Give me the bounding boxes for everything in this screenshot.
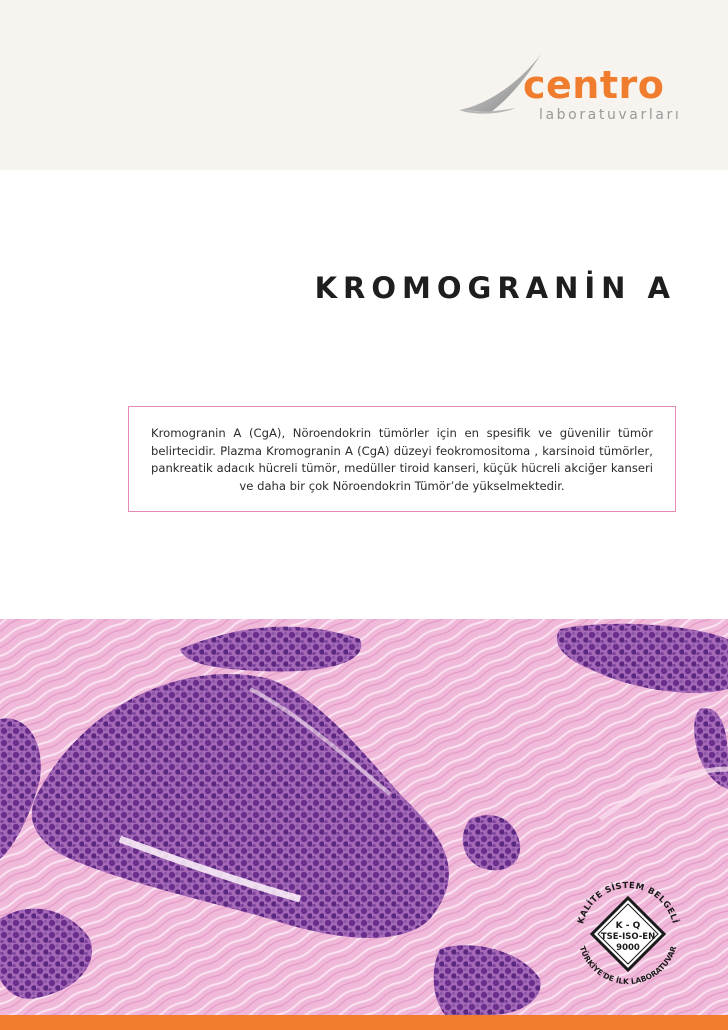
header-band — [0, 0, 728, 170]
description-text: Kromogranin A (CgA), Nöroendokrin tümörler için en spesifik ve güvenilir tümör belirtecidir. Plazma Kromogranin A (CgA) düzeyi feokromositoma , karsinoid tümörler, pankreatik adacık hücreli tümör, medüller tiroid kanseri, küçük hücreli akciğer kanseri ve daha bir çok Nöroendokrin Tümör’de yükselmektedir. — [151, 426, 653, 493]
badge-line2: TSE-ISO-EN — [600, 932, 656, 942]
logo-wordmark: centro — [523, 63, 665, 107]
badge-top-arc: KALİTE SİSTEM BELGELİ — [576, 880, 680, 926]
badge-line1: K - Q — [615, 921, 641, 931]
page-title: KROMOGRANİN A — [314, 271, 676, 305]
kalite-badge — [568, 874, 688, 994]
footer-bar — [0, 1015, 728, 1030]
centro-logo — [455, 50, 695, 135]
description-box — [128, 406, 676, 512]
badge-bottom-arc: TÜRKİYE'DE İLK LABORATUVAR — [577, 944, 679, 987]
logo-subtitle: laboratuvarları — [539, 107, 682, 123]
badge-line3: 9000 — [616, 943, 640, 953]
